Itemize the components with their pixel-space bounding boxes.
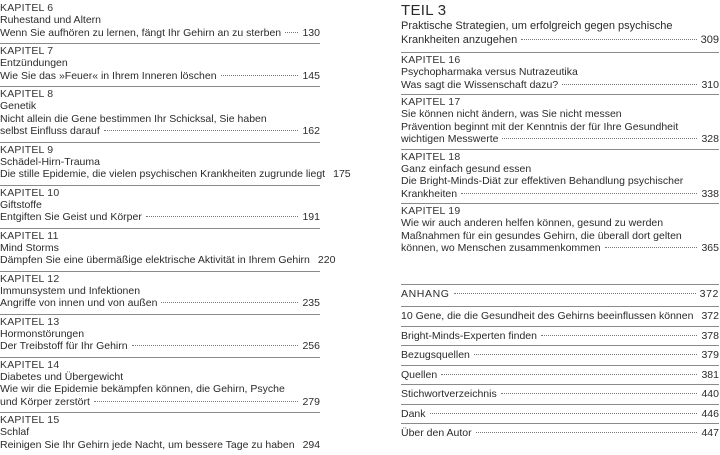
- toc-chapter-entry[interactable]: [0, 142, 320, 181]
- toc-chapter-entry[interactable]: [0, 357, 320, 409]
- page-number: 162: [302, 125, 320, 138]
- toc-right-column: [401, 0, 719, 443]
- chapter-number: KAPITEL 18: [401, 151, 719, 163]
- toc-chapter-entry[interactable]: [0, 1, 320, 39]
- page-number: 338: [701, 188, 719, 201]
- dot-leader: [161, 302, 298, 303]
- chapter-title-last-line: [0, 27, 320, 40]
- appendix-entry[interactable]: [401, 306, 719, 326]
- toc-chapter-entry[interactable]: [0, 314, 320, 353]
- chapter-number: KAPITEL 6: [0, 2, 320, 14]
- chapter-title-line: Schlaf: [0, 426, 320, 439]
- dot-leader: [146, 216, 299, 217]
- right-chapter-list: [401, 52, 719, 255]
- chapter-title-last-line: [0, 439, 320, 452]
- chapter-number: KAPITEL 8: [0, 88, 320, 100]
- dot-leader: [541, 335, 697, 336]
- chapter-title-last-line: [0, 340, 320, 353]
- appendix-entry[interactable]: [401, 345, 719, 365]
- chapter-title-last-line: [0, 168, 320, 181]
- chapter-title-last-line: [0, 396, 320, 409]
- anhang-heading[interactable]: [401, 284, 719, 307]
- page-number: 279: [302, 396, 320, 409]
- page-number: 328: [701, 133, 719, 146]
- chapter-title-line: Entzündungen: [0, 57, 320, 70]
- toc-chapter-entry[interactable]: [401, 149, 719, 201]
- chapter-title-last-line: [0, 70, 320, 83]
- chapter-number: KAPITEL 11: [0, 230, 320, 242]
- teil-subtitle-text: Krankheiten anzugehen: [401, 33, 517, 47]
- dot-leader: [285, 32, 298, 33]
- page-number: 294: [303, 439, 321, 452]
- chapter-title-text: Der Treibstoff für Ihr Gehirn: [0, 340, 128, 353]
- chapter-title-last-line: [0, 254, 320, 267]
- page-number: 447: [701, 427, 719, 440]
- appendix-label: Dank: [401, 408, 426, 421]
- dot-leader: [132, 345, 299, 346]
- page-number: 378: [701, 330, 719, 343]
- page-number: 372: [701, 310, 719, 323]
- toc-chapter-entry[interactable]: [0, 228, 320, 267]
- chapter-title-line: Prävention beginnt mit der Kenntnis der für Ihre Gesundheit: [401, 121, 719, 134]
- page-number: 235: [302, 297, 320, 310]
- dot-leader: [441, 374, 697, 375]
- dot-leader: [605, 247, 698, 248]
- chapter-number: KAPITEL 13: [0, 316, 320, 328]
- chapter-title-last-line: [0, 297, 320, 310]
- chapter-title-last-line: [0, 125, 320, 138]
- dot-leader: [502, 138, 697, 139]
- chapter-title-text: können, wo Menschen zusammenkommen: [401, 242, 601, 255]
- dot-leader: [562, 84, 697, 85]
- chapter-title-text: wichtigen Messwerte: [401, 133, 498, 146]
- anhang-page-number: 372: [700, 288, 719, 301]
- chapter-title-line: Psychopharmaka versus Nutrazeutika: [401, 66, 719, 79]
- toc-chapter-entry[interactable]: [0, 43, 320, 82]
- chapter-title-text: Reinigen Sie Ihr Gehirn jede Nacht, um bessere Tage zu haben: [0, 439, 295, 452]
- toc-chapter-entry[interactable]: [401, 94, 719, 146]
- chapter-title-text: Krankheiten: [401, 188, 457, 201]
- chapter-title-line: Giftstoffe: [0, 199, 320, 212]
- page-number: 175: [333, 168, 351, 181]
- appendix-list: [401, 306, 719, 443]
- page-number: 220: [318, 254, 336, 267]
- chapter-number: KAPITEL 10: [0, 187, 320, 199]
- teil-3-section[interactable]: [401, 3, 719, 47]
- chapter-title-last-line: [401, 133, 719, 146]
- teil-page-number: 309: [701, 33, 719, 47]
- chapter-title-line: Wie wir die Epidemie bekämpfen können, die Gehirn, Psyche: [0, 383, 320, 396]
- chapter-title-line: Mind Storms: [0, 242, 320, 255]
- toc-chapter-entry[interactable]: [0, 412, 320, 451]
- chapter-title-text: und Körper zerstört: [0, 396, 90, 409]
- page-number: 256: [302, 340, 320, 353]
- chapter-title-line: Nicht allein die Gene bestimmen Ihr Schicksal, Sie haben: [0, 113, 320, 126]
- toc-chapter-entry[interactable]: [401, 203, 719, 255]
- dot-leader: [454, 293, 696, 294]
- chapter-title-text: Was sagt die Wissenschaft dazu?: [401, 79, 558, 92]
- chapter-number: KAPITEL 14: [0, 359, 320, 371]
- dot-leader: [221, 75, 299, 76]
- chapter-title-last-line: [401, 79, 719, 92]
- chapter-number: KAPITEL 16: [401, 54, 719, 66]
- appendix-label: Quellen: [401, 369, 437, 382]
- page-number: 191: [302, 211, 320, 224]
- chapter-title-text: Angriffe von innen und von außen: [0, 297, 157, 310]
- chapter-number: KAPITEL 12: [0, 273, 320, 285]
- page-number: 381: [701, 369, 719, 382]
- toc-chapter-entry[interactable]: [0, 86, 320, 138]
- chapter-title-line: Maßnahmen für ein gesundes Gehirn, die überall dort gelten: [401, 230, 719, 243]
- appendix-label: Über den Autor: [401, 427, 472, 440]
- dot-leader: [461, 193, 697, 194]
- teil-subtitle-line: Praktische Strategien, um erfolgreich gegen psychische: [401, 19, 719, 33]
- teil-subtitle-last: [401, 33, 719, 47]
- page-number: 446: [701, 408, 719, 421]
- toc-chapter-entry[interactable]: [0, 271, 320, 310]
- section-gap: [401, 258, 719, 284]
- chapter-title-line: Wie wir auch anderen helfen können, gesund zu werden: [401, 217, 719, 230]
- appendix-label: Bright-Minds-Experten finden: [401, 330, 537, 343]
- appendix-entry[interactable]: [401, 384, 719, 404]
- appendix-entry[interactable]: [401, 423, 719, 443]
- toc-chapter-entry[interactable]: [401, 52, 719, 91]
- page-number: 379: [701, 349, 719, 362]
- page-number: 440: [701, 388, 719, 401]
- toc-left-column: [0, 0, 320, 455]
- appendix-label: 10 Gene, die die Gesundheit des Gehirns beeinflussen können: [401, 310, 693, 323]
- chapter-title-text: Wenn Sie aufhören zu lernen, fängt Ihr Gehirn an zu sterben: [0, 27, 281, 40]
- chapter-title-line: Ganz einfach gesund essen: [401, 163, 719, 176]
- page-number: 365: [701, 242, 719, 255]
- chapter-number: KAPITEL 9: [0, 144, 320, 156]
- chapter-title-line: Die Bright-Minds-Diät zur effektiven Behandlung psychischer: [401, 175, 719, 188]
- chapter-title-text: selbst Einfluss darauf: [0, 125, 100, 138]
- page-number: 310: [701, 79, 719, 92]
- chapter-title-line: Diabetes und Übergewicht: [0, 371, 320, 384]
- chapter-title-last-line: [401, 188, 719, 201]
- dot-leader: [104, 130, 299, 131]
- dot-leader: [476, 432, 698, 433]
- dot-leader: [430, 413, 698, 414]
- chapter-title-last-line: [0, 211, 320, 224]
- chapter-number: KAPITEL 17: [401, 96, 719, 108]
- chapter-title-text: Dämpfen Sie eine übermäßige elektrische Aktivität in Ihrem Gehirn: [0, 254, 310, 267]
- chapter-number: KAPITEL 19: [401, 205, 719, 217]
- chapter-title-line: Genetik: [0, 100, 320, 113]
- chapter-title-line: Hormonstörungen: [0, 328, 320, 341]
- appendix-label: Stichwortverzeichnis: [401, 388, 497, 401]
- chapter-title-line: Immunsystem und Infektionen: [0, 285, 320, 298]
- dot-leader: [474, 354, 698, 355]
- appendix-entry[interactable]: [401, 365, 719, 385]
- dot-leader: [501, 393, 698, 394]
- chapter-title-last-line: [401, 242, 719, 255]
- chapter-title-line: Schädel-Hirn-Trauma: [0, 156, 320, 169]
- chapter-title-line: Ruhestand und Altern: [0, 14, 320, 27]
- chapter-title-text: Entgiften Sie Geist und Körper: [0, 211, 142, 224]
- chapter-title-text: Wie Sie das »Feuer« in Ihrem Inneren löschen: [0, 70, 217, 83]
- page-number: 145: [302, 70, 320, 83]
- appendix-label: Bezugsquellen: [401, 349, 470, 362]
- chapter-number: KAPITEL 15: [0, 414, 320, 426]
- appendix-entry[interactable]: [401, 404, 719, 424]
- chapter-title-text: Die stille Epidemie, die vielen psychischen Krankheiten zugrunde liegt: [0, 168, 325, 181]
- teil-heading: TEIL 3: [401, 3, 719, 19]
- page-number: 130: [302, 27, 320, 40]
- appendix-entry[interactable]: [401, 326, 719, 346]
- anhang-label: ANHANG: [401, 288, 450, 301]
- dot-leader: [521, 39, 696, 40]
- dot-leader: [94, 401, 299, 402]
- toc-chapter-entry[interactable]: [0, 185, 320, 224]
- chapter-number: KAPITEL 7: [0, 45, 320, 57]
- chapter-title-line: Sie können nicht ändern, was Sie nicht messen: [401, 108, 719, 121]
